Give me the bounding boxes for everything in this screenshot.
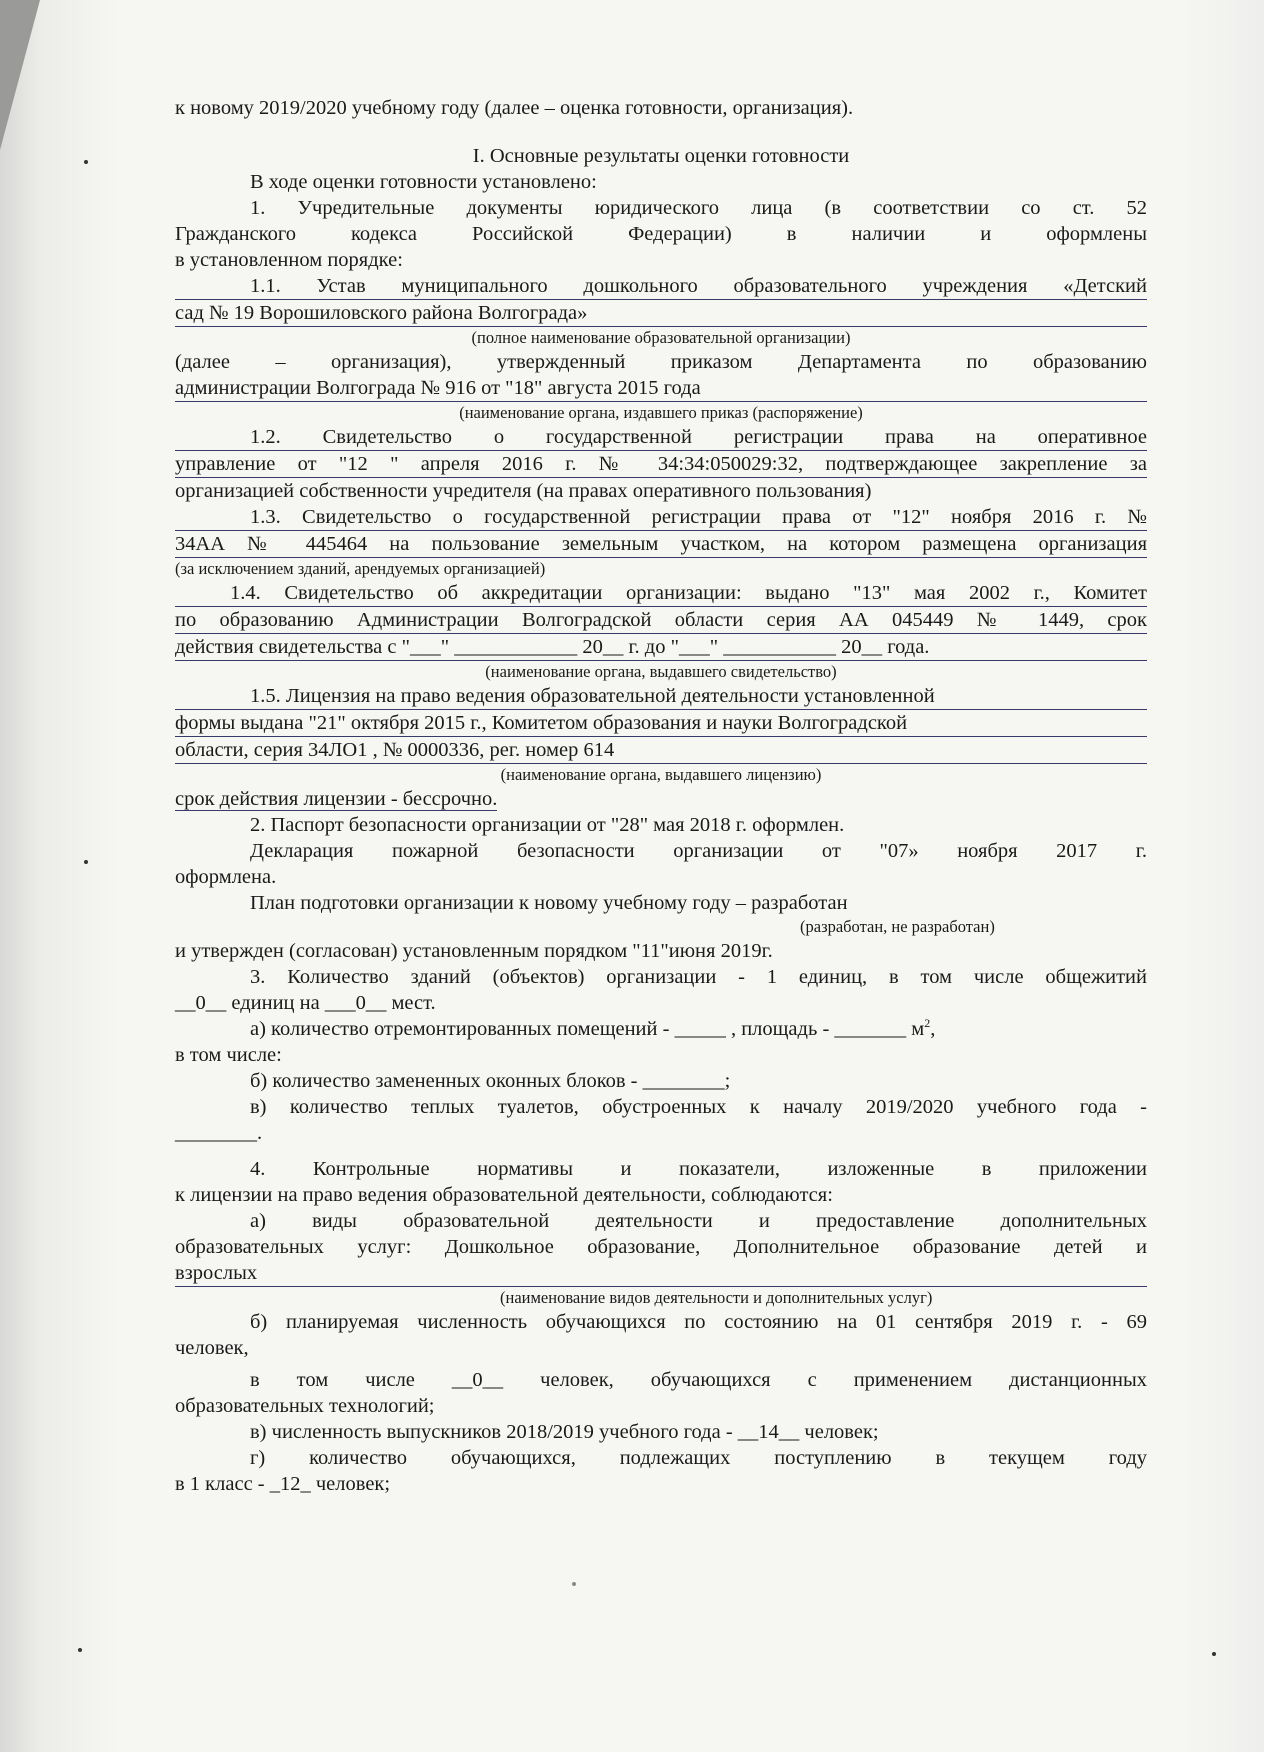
scan-speck	[1212, 1652, 1216, 1656]
p4-line2: к лицензии на право ведения образовательной деятельности, соблюдаются:	[175, 1184, 833, 1206]
established-line: В ходе оценки готовности установлено:	[250, 171, 597, 193]
intro-line: к новому 2019/2020 учебному году (далее – оценка готовности, организация).	[175, 97, 854, 119]
scan-speck	[78, 1648, 82, 1652]
p3-line2: __0__ единиц на ___0__ мест.	[175, 992, 436, 1014]
p4-line1: 4. Контрольные нормативы и показатели, изложенные в приложении	[250, 1158, 1147, 1180]
p12-line1: 1.2. Свидетельство о государственной регистрации права на оперативное	[175, 424, 1147, 451]
p14-line2: по образованию Администрации Волгоградской области серия АА 045449 № 1449, срок	[175, 607, 1147, 634]
p4-e-line2: в 1 класс - _12_ человек;	[175, 1473, 391, 1495]
p3-v-line2: ________.	[175, 1122, 263, 1144]
p3-a-end: ,	[930, 1018, 936, 1040]
p4-a-line2: образовательных услуг: Дошкольное образование, Дополнительное образование детей и	[175, 1236, 1147, 1258]
p4-b-line2: человек,	[175, 1337, 249, 1359]
p11-line2: сад № 19 Ворошиловского района Волгограда»	[175, 300, 1147, 327]
p15-line3: области, серия 34ЛО1 , № 0000336, рег. номер 614	[175, 737, 1147, 764]
p13-line2: 34АА № 445464 на пользование земельным участком, на котором размещена организация	[175, 531, 1147, 558]
p3-a-line1	[175, 1016, 1147, 1042]
p12-line3: организацией собственности учредителя (на правах оперативного пользования)	[175, 480, 872, 502]
p4-a-line1: а) виды образовательной деятельности и предоставление дополнительных	[250, 1210, 1147, 1232]
scan-speck	[572, 1582, 576, 1586]
folded-corner	[0, 0, 40, 150]
p12-line2: управление от "12 " апреля 2016 г. № 34:34:050029:32, подтверждающее закрепление за	[175, 451, 1147, 478]
p3-v-line1: в) количество теплых туалетов, обустроенных к началу 2019/2020 учебного года -	[250, 1096, 1147, 1118]
p11-caption2: (наименование органа, издавшего приказ (распоряжение)	[459, 403, 863, 422]
p4-e-line1: г) количество обучающихся, подлежащих поступлению в текущем году	[250, 1447, 1147, 1469]
p14-caption: (наименование органа, выдавшего свидетельство)	[485, 662, 837, 681]
p2-line2: Декларация пожарной безопасности организации от "07» ноября 2017 г.	[250, 840, 1147, 862]
p4-d-line: в) численность выпускников 2018/2019 учебного года - __14__ человек;	[250, 1421, 879, 1443]
p13-line1: 1.3. Свидетельство о государственной регистрации права от "12" ноября 2016 г. №	[175, 504, 1147, 531]
p3-b-line: б) количество замененных оконных блоков - ________;	[250, 1070, 731, 1092]
p11-line3: (далее – организация), утвержденный приказом Департамента по образованию	[175, 351, 1147, 373]
p15-line4: срок действия лицензии - бессрочно.	[175, 788, 498, 810]
p1-line3: в установленном порядке:	[175, 249, 403, 271]
p11-caption: (полное наименование образовательной организации)	[471, 328, 851, 347]
scan-speck	[84, 160, 88, 164]
p2-line3: оформлена.	[175, 866, 277, 888]
p13-caption: (за исключением зданий, арендуемых организацией)	[175, 559, 546, 578]
p3-a-text: а) количество отремонтированных помещений - _____ , площадь - _______ м	[250, 1018, 925, 1040]
p2-caption: (разработан, не разработан)	[800, 917, 995, 936]
p15-line2: формы выдана "21" октября 2015 г., Комитетом образования и науки Волгоградской	[175, 710, 1147, 737]
p4-c-line1: в том числе __0__ человек, обучающихся с применением дистанционных	[250, 1369, 1147, 1391]
p2-line5: и утвержден (согласован) установленным порядком "11"июня 2019г.	[175, 940, 773, 962]
p11-line4: администрации Волгограда № 916 от "18" августа 2015 года	[175, 375, 1147, 402]
p4-b-line1: б) планируемая численность обучающихся по состоянию на 01 сентября 2019 г. - 69	[250, 1311, 1147, 1333]
p4-caption: (наименование видов деятельности и дополнительных услуг)	[500, 1288, 933, 1307]
p1-line2: Гражданского кодекса Российской Федерации) в наличии и оформлены	[175, 223, 1147, 245]
p3-a-sup: 2	[924, 1016, 931, 1031]
p4-c-line2: образовательных технологий;	[175, 1395, 435, 1417]
p1-line1: 1. Учредительные документы юридического лица (в соответствии со ст. 52	[250, 197, 1147, 219]
p4-a-line3: взрослых	[175, 1260, 1147, 1287]
p11-line1: 1.1. Устав муниципального дошкольного образовательного учреждения «Детский	[175, 273, 1147, 300]
p15-line1: 1.5. Лицензия на право ведения образовательной деятельности установленной	[175, 683, 1147, 710]
p2-line4: План подготовки организации к новому учебному году – разработан	[250, 892, 848, 914]
p3-a-line2: в том числе:	[175, 1044, 282, 1066]
document-body	[175, 95, 1147, 1497]
section-title: I. Основные результаты оценки готовности	[472, 145, 850, 167]
p14-line1: 1.4. Свидетельство об аккредитации организации: выдано "13" мая 2002 г., Комитет	[175, 580, 1147, 607]
p14-line3: действия свидетельства с "___" ____________ 20__ г. до "___" ___________ 20__ года.	[175, 634, 1147, 661]
p15-caption: (наименование органа, выдавшего лицензию)	[500, 765, 822, 784]
p3-line1: 3. Количество зданий (объектов) организации - 1 единиц, в том числе общежитий	[250, 966, 1147, 988]
p2-line1: 2. Паспорт безопасности организации от "28" мая 2018 г. оформлен.	[250, 814, 845, 836]
scan-speck	[84, 860, 88, 864]
